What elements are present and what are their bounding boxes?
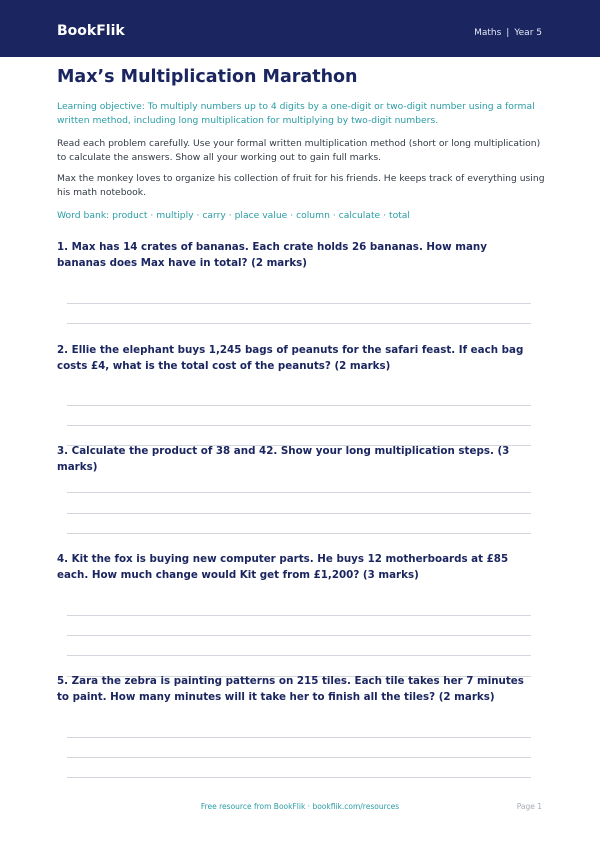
header-bar <box>0 0 600 57</box>
answer-line[interactable] <box>67 635 531 636</box>
meta-separator: | <box>506 28 510 38</box>
word-bank: Word bank: product · multiply · carry · place value · column · calculate · total <box>57 210 410 221</box>
year-label: Year 5 <box>514 28 542 38</box>
story-paragraph: Max the monkey loves to organize his collection of fruit for his friends. He keeps track of everything using his math notebook. <box>57 173 545 198</box>
answer-line[interactable] <box>67 405 531 406</box>
answer-line[interactable] <box>67 425 531 426</box>
question-3: 3. Calculate the product of 38 and 42. Show your long multiplication steps. (3 marks) <box>57 445 510 473</box>
footer-resource-link[interactable]: Free resource from BookFlik · bookflik.com/resources <box>200 802 400 811</box>
brand-logo: BookFlik <box>57 23 125 39</box>
subject-year-label <box>474 27 542 39</box>
question-4: 4. Kit the fox is buying new computer parts. He buys 12 motherboards at £85 each. How much change would Kit get from £1,200? (3 marks) <box>57 553 509 581</box>
answer-line[interactable] <box>67 303 531 304</box>
answer-line[interactable] <box>67 323 531 324</box>
worksheet-title: Max’s Multiplication Marathon <box>57 67 358 87</box>
answer-line[interactable] <box>67 757 531 758</box>
answer-line[interactable] <box>67 777 531 778</box>
answer-line[interactable] <box>67 513 531 514</box>
instructions-paragraph: Read each problem carefully. Use your formal written multiplication method (short or long multiplication) to calculate the answers. Show all your working out to gain full marks. <box>57 138 541 163</box>
page-number: Page 1 <box>516 802 542 811</box>
answer-line[interactable] <box>67 655 531 656</box>
question-1: 1. Max has 14 crates of bananas. Each crate holds 26 bananas. How many bananas does Max have in total? (2 marks) <box>57 241 487 269</box>
answer-line[interactable] <box>67 492 531 493</box>
learning-objective: Learning objective: To multiply numbers up to 4 digits by a one-digit or two-digit number using a formal written method, including long multiplication for multiplying by two-digit numbers. <box>57 101 535 126</box>
question-2: 2. Ellie the elephant buys 1,245 bags of peanuts for the safari feast. If each bag costs £4, what is the total cost of the peanuts? (2 marks) <box>57 344 524 372</box>
answer-line[interactable] <box>67 533 531 534</box>
answer-line[interactable] <box>67 615 531 616</box>
question-5: 5. Zara the zebra is painting patterns on 215 tiles. Each tile takes her 7 minutes to paint. How many minutes will it take her to finish all the tiles? (2 marks) <box>57 675 524 703</box>
answer-line[interactable] <box>67 737 531 738</box>
subject-label: Maths <box>474 28 502 38</box>
